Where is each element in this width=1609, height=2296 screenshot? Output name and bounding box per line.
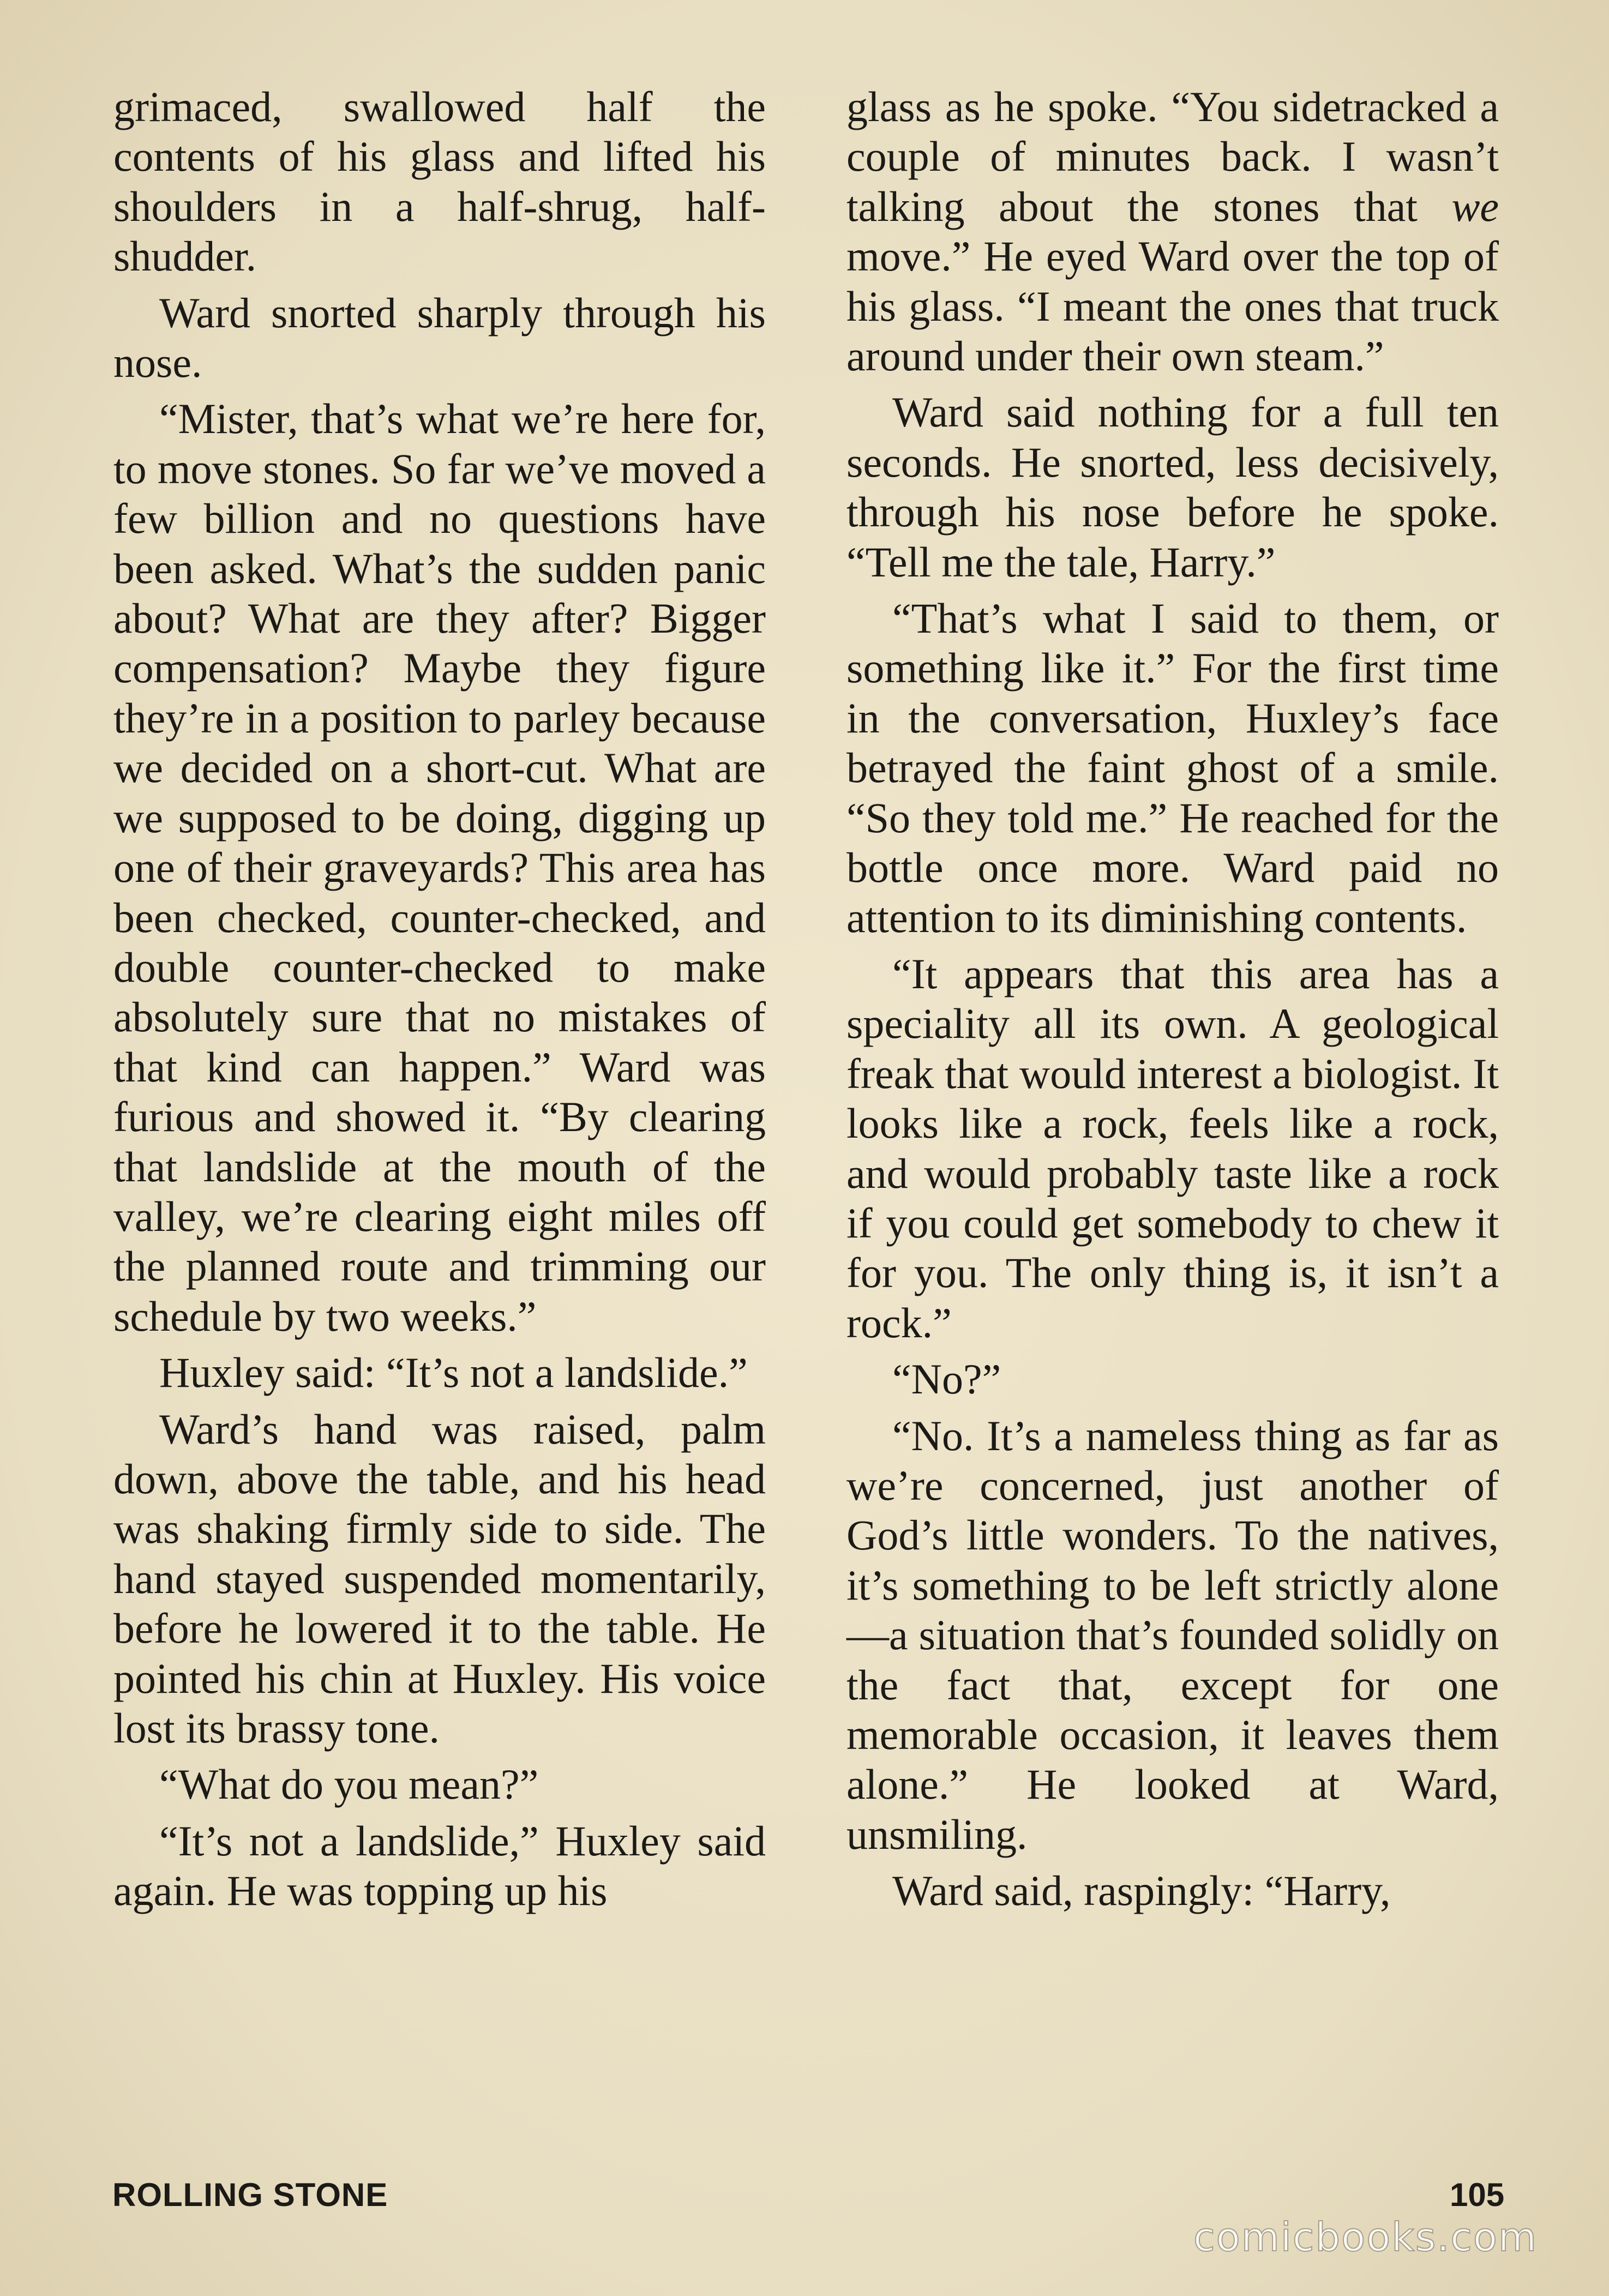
running-footer-title: ROLLING STONE: [112, 2177, 388, 2213]
paragraph: [846, 82, 1499, 381]
paragraph: grimaced, swallowed half the contents of his glass and lifted his shoulders in a half-shrug, half-shudder.: [113, 83, 766, 280]
paragraph: “That’s what I said to them, or something like it.” For the first time in the conversation, Huxley’s face betrayed the faint ghost of a smile. “So they told me.” He reached for the bottle once more. Ward paid no attention to its diminishing contents.: [846, 594, 1499, 941]
paragraph: “It’s not a landslide,” Huxley said again. He was topping up his: [113, 1817, 766, 1915]
paragraph: Ward said, raspingly: “Harry,: [892, 1867, 1391, 1915]
paragraph: Ward snorted sharply through his nose.: [113, 288, 766, 387]
italic-word: we: [1451, 182, 1499, 230]
left-column: [113, 82, 766, 1922]
paragraph: “It appears that this area has a speciality all its own. A geological freak that would interest a biologist. It looks like a rock, feels like a rock, and would probably taste like a rock if you could get somebody to chew it for you. The only thing is, it isn’t a rock.”: [846, 949, 1499, 1347]
paragraph: Ward’s hand was raised, palm down, above the table, and his head was shaking firmly side to side. The hand stayed suspended momentarily, before he lowered it to the table. He pointed his chin at Huxley. His voice lost its brassy tone.: [113, 1405, 766, 1752]
text-run: move.” He eyed Ward over the top of his glass. “I meant the ones that truck around under their own steam.”: [846, 232, 1499, 380]
right-column: [846, 82, 1499, 1922]
paragraph: “Mister, that’s what we’re here for, to move stones. So far we’ve moved a few billion and no questions have been asked. What’s the sudden panic about? What are they after? Bigger compensation? Maybe they figure they’re in a position to parley because we decided on a short-cut. What are we supposed to be doing, digging up one of their graveyards? This area has been checked, counter-checked, and double counter-checked to make absolutely sure that no mistakes of that kind can happen.” Ward was furious and showed it. “By clearing that landslide at the mouth of the valley, we’re clearing eight miles off the planned route and trimming our schedule by two weeks.”: [113, 395, 766, 1340]
watermark-logo: comicbooks.com: [1193, 2214, 1538, 2260]
paragraph: “What do you mean?”: [159, 1760, 539, 1808]
paragraph: Huxley said: “It’s not a landslide.”: [159, 1349, 748, 1397]
paragraph: “No. It’s a nameless thing as far as we’re concerned, just another of God’s little wonders. To the natives, it’s something to be left strictly alone—a situation that’s founded solidly on the fact that, except for one memorable occasion, it leaves them alone.” He looked at Ward, unsmiling.: [846, 1411, 1499, 1858]
paragraph: “No?”: [892, 1355, 1001, 1403]
paragraph: Ward said nothing for a full ten seconds. He snorted, less decisively, through his nose before he spoke. “Tell me the tale, Harry.”: [846, 388, 1499, 586]
page-number: 105: [1450, 2177, 1505, 2213]
text-run: glass as he spoke. “You sidetracked a couple of minutes back. I wasn’t talking about the stones that: [846, 83, 1499, 230]
